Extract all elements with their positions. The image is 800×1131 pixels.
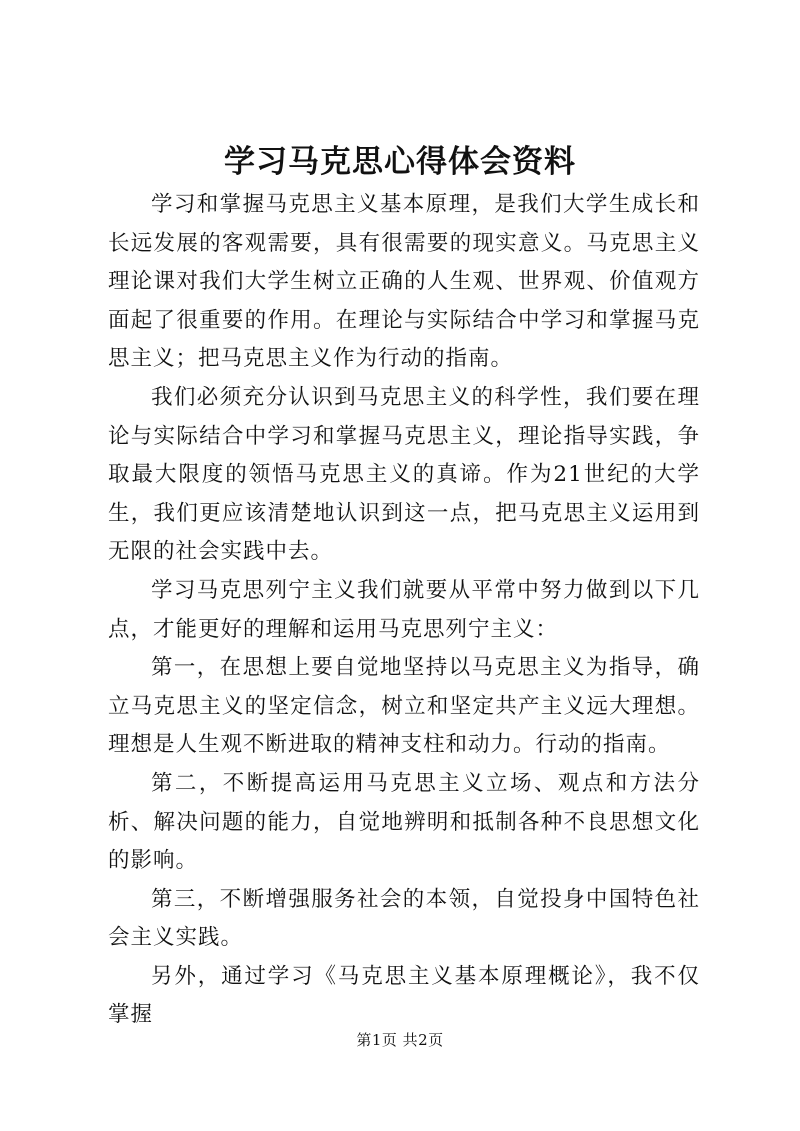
paragraph: 学习马克思列宁主义我们就要从平常中努力做到以下几点，才能更好的理解和运用马克思列宁主义： [108,577,700,642]
paragraph: 第二，不断提高运用马克思主义立场、观点和方法分析、解决问题的能力，自觉地辨明和抵制各种不良思想文化的影响。 [108,770,700,874]
paragraph: 我们必须充分认识到马克思主义的科学性，我们要在理论与实际结合中学习和掌握马克思主义，理论指导实践，争取最大限度的领悟马克思主义的真谛。作为21世纪的大学生，我们更应该清楚地认识到这一点，把马克思主义运用到无限的社会实践中去。 [108,384,700,565]
paragraph: 第一，在思想上要自觉地坚持以马克思主义为指导，确立马克思主义的坚定信念，树立和坚定共产主义远大理想。理想是人生观不断进取的精神支柱和动力。行动的指南。 [108,655,700,758]
document-body [108,186,700,1035]
paragraph: 学习和掌握马克思主义基本原理，是我们大学生成长和长远发展的客观需要，具有很需要的现实意义。马克思主义理论课对我们大学生树立正确的人生观、世界观、价值观方面起了很重要的作用。在理论与实际结合中学习和掌握马克思主义；把马克思主义作为行动的指南。 [108,192,700,372]
page-number-footer: 第1页 共2页 [356,1031,444,1049]
paragraph: 另外，通过学习《马克思主义基本原理概论》，我不仅掌握 [108,963,700,1028]
document-title: 学习马克思心得体会资料 [224,144,576,180]
paragraph: 第三，不断增强服务社会的本领，自觉投身中国特色社会主义实践。 [108,886,700,951]
